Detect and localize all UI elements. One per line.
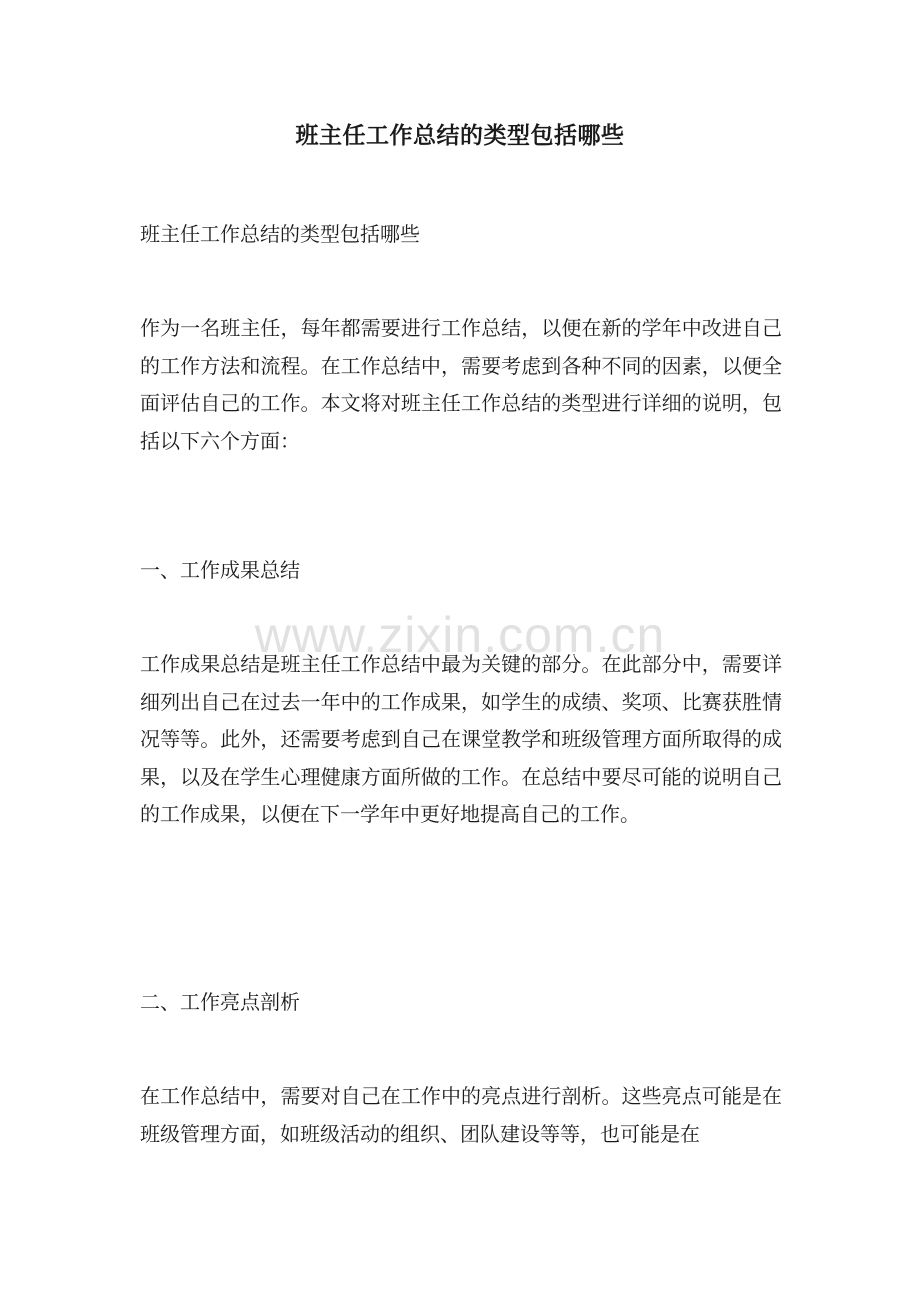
- document-subtitle: 班主任工作总结的类型包括哪些: [140, 222, 420, 246]
- section-heading-1: 一、工作成果总结: [140, 558, 300, 582]
- section-heading-2: 二、工作亮点剖析: [140, 990, 300, 1014]
- document-title: 班主任工作总结的类型包括哪些: [295, 122, 625, 149]
- intro-paragraph: 作为一名班主任，每年都需要进行工作总结，以便在新的学年中改进自己的工作方法和流程。在工作总结中，需要考虑到各种不同的因素，以便全面评估自己的工作。本文将对班主任工作总结的类型进行详细的说明，包括以下六个方面：: [140, 316, 782, 453]
- section-paragraph-2: 在工作总结中，需要对自己在工作中的亮点进行剖析。这些亮点可能是在班级管理方面，如班级活动的组织、团队建设等等，也可能是在: [140, 1084, 782, 1146]
- watermark: www.zixin.com.cn: [254, 607, 666, 663]
- section-paragraph-1: 工作成果总结是班主任工作总结中最为关键的部分。在此部分中，需要详细列出自己在过去一年中的工作成果，如学生的成绩、奖项、比赛获胜情况等等。此外，还需要考虑到自己在课堂教学和班级管理方面所取得的成果，以及在学生心理健康方面所做的工作。在总结中要尽可能的说明自己的工作成果，以便在下一学年中更好地提高自己的工作。: [140, 652, 782, 826]
